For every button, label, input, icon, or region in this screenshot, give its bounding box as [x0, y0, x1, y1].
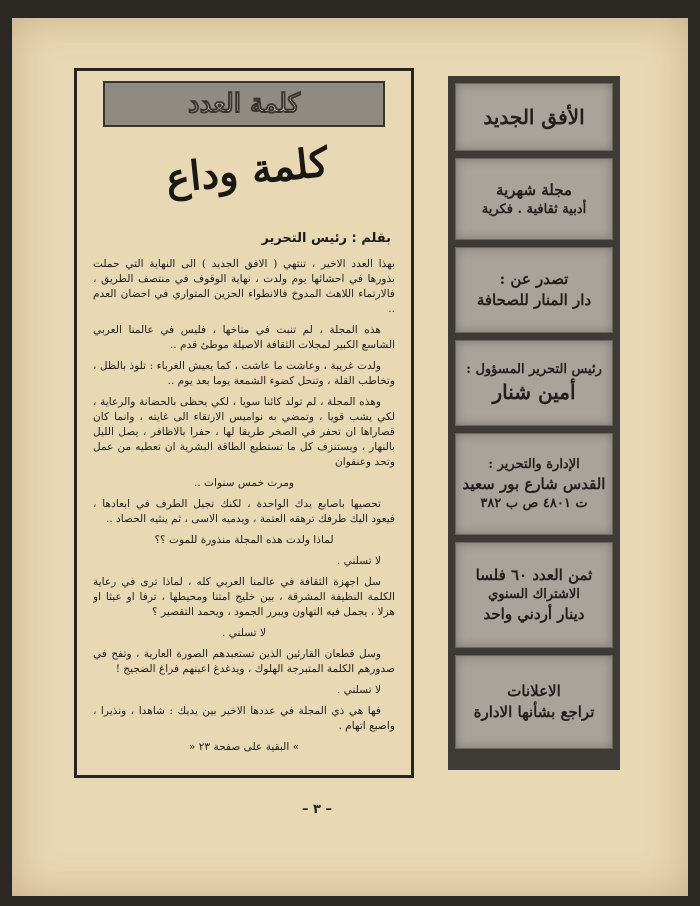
refrain-line: لا تسلني . — [336, 555, 381, 567]
editor-box — [455, 340, 613, 426]
paragraph: بهذا العدد الاخير ، تنتهي ( الافق الجديد ) الى النهاية التي حملت بذورها في احشائها يوم ولدت ، نهاية الوقوف في منتصف الطريق ، فالارتماء اللاهث المدوخ فالانطواء الحزين المتواري في احضان العدم .. — [93, 258, 395, 315]
masthead-column — [448, 76, 620, 770]
section-banner-label: كلمة العدد — [188, 89, 300, 119]
magazine-genre: أدبية ثقافية . فكرية — [481, 201, 587, 217]
paragraph: وسل قطعان القارئين الذين تستعبدهم الصورة العارية ، وتفح في صدورهم الكلمة المتبرجة الهلوك ، ويدغدغ اعينهم فراغ الضجيج ! — [93, 648, 395, 675]
closing-paragraph: فها هي ذي المجلة في عددها الاخير بين يديك : شاهدا ، ونذيرا ، واصبع اتهام . — [93, 705, 395, 732]
publisher-label: تصدر عن : — [499, 270, 569, 288]
question-line: لماذا ولدت هذه المجلة منذورة للموت ؟؟ — [154, 534, 334, 546]
continued-note: » البقية على صفحة ٢٣ « — [188, 741, 300, 753]
centered-line: ومرت خمس سنوات .. — [193, 477, 295, 489]
magazine-type-box — [455, 158, 613, 240]
article-byline: بقلم : رئيس التحرير — [261, 231, 391, 246]
paragraph: وهذه المجلة ، لم تولد كائنا سويا ، لكي يحظى بالحضانة والرعاية ، لكي يشب قويا ، وتمضي به نواميس الارتقاء الى غايته ، وانما كان قصاراها ان تحفر في الصخر طريقا لها ، حفرا بالاظافر ، يصل الليل بالنهار ، ويستنزف كل ما تستطيع الطاقة البشرية ان تعطيه من عمل وتحد وعنفوان — [93, 396, 395, 468]
editorial-article — [74, 68, 414, 778]
admin-address: القدس شارع بور سعيد — [462, 474, 606, 493]
page — [12, 18, 688, 896]
admin-label: الإدارة والتحرير : — [488, 456, 580, 472]
article-headline: كلمة وداع — [163, 138, 331, 203]
issue-price: ثمن العدد ٦٠ فلسا — [475, 566, 593, 584]
address-box — [455, 433, 613, 535]
masthead-title-box — [455, 83, 613, 151]
section-banner — [103, 81, 385, 127]
paragraph: تحصيها باصابع يدك الواحدة ، لكنك تجيل الطرف في ابعادها ، فيعود اليك طرفك ترهقه العتمة ، ويدميه الاسى ، ثم ينثيه الحصاد .. — [93, 498, 395, 525]
magazine-title: الأفق الجديد — [483, 105, 585, 129]
editor-name: أمين شنار — [492, 380, 576, 404]
publisher-name: دار المنار للصحافة — [476, 291, 592, 309]
article-body — [93, 257, 395, 761]
admin-phone: ت ٤٨٠١ ص ب ٣٨٢ — [480, 495, 588, 511]
price-box — [455, 542, 613, 648]
paragraph: ولدت غريبة ، وعاشت ما عاشت ، كما يعيش الغرباء : تلوذ بالظل ، وتخاطب القلة ، وتنحل كضوء الشمعة يوما بعد يوم .. — [93, 360, 395, 387]
publisher-box — [455, 247, 613, 333]
advertising-box — [455, 655, 613, 749]
refrain-line: لا تسلني . — [336, 684, 381, 696]
subscription-price: دينار أردني واحد — [483, 605, 585, 623]
subscription-label: الاشتراك السنوي — [488, 587, 580, 602]
paragraph: هذه المجلة ، لم تنبت في مناخها ، فليس في عالمنا العربي الشاسع الكبير لمجلات الثقافة الاصيلة موطئ قدم .. — [93, 324, 395, 351]
page-number: – ٣ – — [302, 802, 332, 817]
magazine-subtitle: مجلة شهرية — [496, 180, 572, 199]
ads-note: تراجع بشأنها الادارة — [473, 703, 595, 721]
refrain-line: لا تسلني . — [221, 627, 267, 639]
paragraph: سل اجهزة الثقافة في عالمنا العربي كله ، لماذا ترى في رعاية الكلمة النظيفة المشرقة ، بين خليج امتنا ومحيطها ، ترفا او عبثا او هزلا ، يجمل فيه التهاون ويبرر الجمود ، ويحمد التقصير ؟ — [93, 576, 395, 618]
editor-label: رئيس التحرير المسؤول : — [466, 362, 602, 377]
ads-label: الاعلانات — [507, 682, 561, 700]
